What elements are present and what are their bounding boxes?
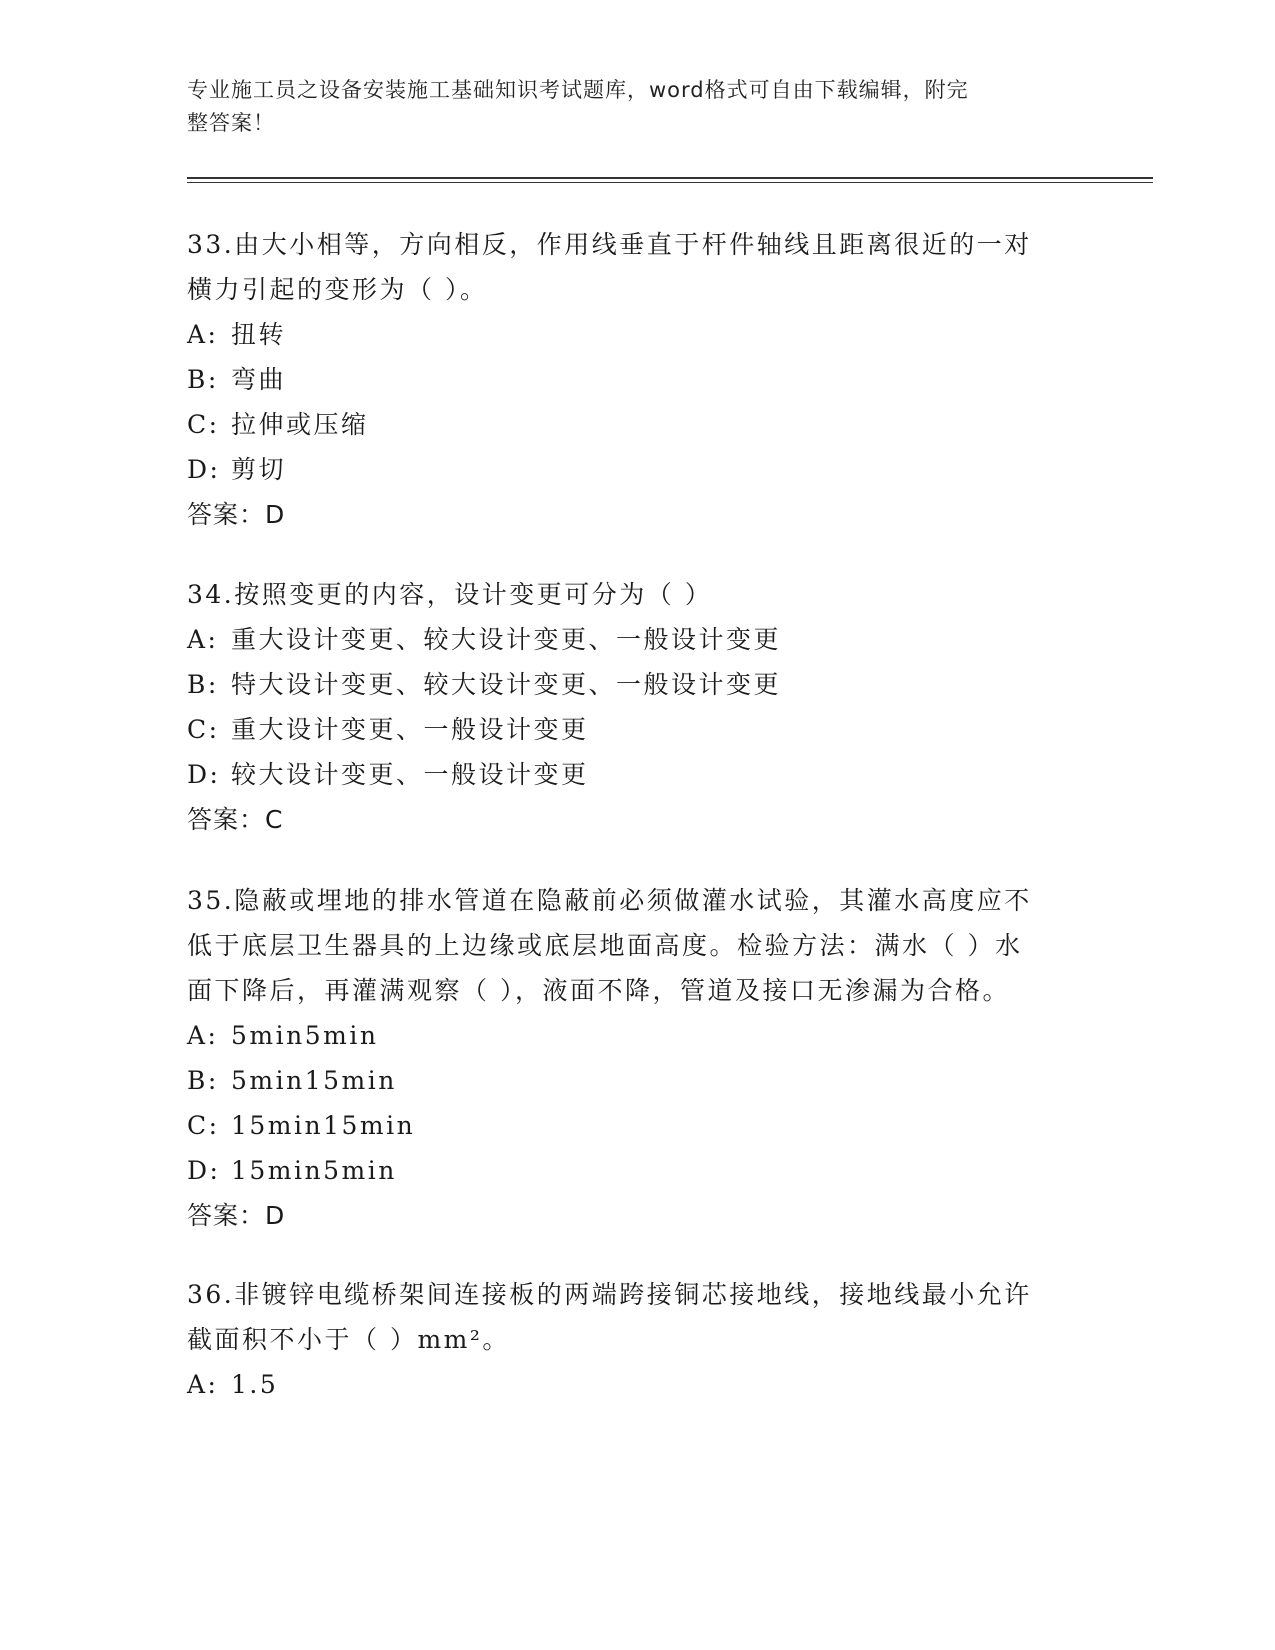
- question-stem-line: 面下降后，再灌满观察（ ），液面不降，管道及接口无渗漏为合格。: [187, 976, 1010, 1005]
- option-key: D:: [187, 760, 221, 789]
- question-stem-line: 36.非镀锌电缆桥架间连接板的两端跨接铜芯接地线，接地线最小允许: [187, 1280, 1032, 1309]
- header-line-1: 专业施工员之设备安装施工基础知识考试题库，word格式可自由下载编辑，附完: [187, 78, 969, 102]
- header-divider-thick: [187, 177, 1153, 179]
- option-text: 15min15min: [231, 1111, 416, 1140]
- option-text: 重大设计变更、较大设计变更、一般设计变更: [231, 625, 782, 654]
- option-key: B:: [187, 670, 219, 699]
- option-key: C:: [187, 715, 220, 744]
- option-a: [187, 1013, 1087, 1058]
- option-text: 拉伸或压缩: [231, 410, 369, 439]
- option-text: 弯曲: [231, 365, 287, 394]
- option-key: B:: [187, 365, 219, 394]
- option-c: [187, 707, 1087, 752]
- option-text: 1.5: [231, 1370, 279, 1399]
- option-b: [187, 662, 1087, 707]
- option-text: 5min5min: [231, 1021, 379, 1050]
- header-line-2: 整答案！: [187, 111, 275, 135]
- option-text: 较大设计变更、一般设计变更: [231, 760, 589, 789]
- answer-line: 答案：D: [187, 1201, 286, 1230]
- option-text: 扭转: [231, 320, 287, 349]
- option-b: [187, 357, 1087, 402]
- question-stem-line: 低于底层卫生器具的上边缘或底层地面高度。检验方法：满水（ ）水: [187, 931, 1023, 960]
- option-key: D:: [187, 1156, 221, 1185]
- option-key: A:: [187, 625, 219, 654]
- question-stem-line: 33.由大小相等，方向相反，作用线垂直于杆件轴线且距离很近的一对: [187, 230, 1032, 259]
- option-a: [187, 617, 1087, 662]
- question-33: [187, 222, 1087, 537]
- question-stem-line: 横力引起的变形为（ ）。: [187, 275, 488, 304]
- option-text: 15min5min: [231, 1156, 397, 1185]
- option-a: [187, 1362, 1087, 1407]
- option-key: A:: [187, 1370, 219, 1399]
- answer-line: 答案：C: [187, 805, 284, 834]
- option-key: B:: [187, 1066, 219, 1095]
- question-stem-line: 截面积不小于（ ）mm²。: [187, 1325, 510, 1354]
- question-35: [187, 878, 1087, 1238]
- question-34: [187, 572, 1087, 842]
- option-key: C:: [187, 410, 220, 439]
- option-d: [187, 1148, 1087, 1193]
- option-c: [187, 402, 1087, 447]
- option-c: [187, 1103, 1087, 1148]
- option-d: [187, 447, 1087, 492]
- option-a: [187, 312, 1087, 357]
- option-key: C:: [187, 1111, 220, 1140]
- option-key: A:: [187, 1021, 219, 1050]
- option-text: 5min15min: [231, 1066, 397, 1095]
- option-text: 特大设计变更、较大设计变更、一般设计变更: [231, 670, 782, 699]
- question-36: [187, 1272, 1087, 1407]
- document-header: [187, 74, 1087, 140]
- option-d: [187, 752, 1087, 797]
- answer-line: 答案：D: [187, 500, 286, 529]
- option-key: A:: [187, 320, 219, 349]
- question-stem-line: 35.隐蔽或埋地的排水管道在隐蔽前必须做灌水试验，其灌水高度应不: [187, 886, 1032, 915]
- option-key: D:: [187, 455, 221, 484]
- option-text: 重大设计变更、一般设计变更: [231, 715, 589, 744]
- question-stem-line: 34.按照变更的内容，设计变更可分为（ ）: [187, 580, 713, 609]
- header-divider-thin: [187, 182, 1153, 183]
- option-b: [187, 1058, 1087, 1103]
- option-text: 剪切: [231, 455, 287, 484]
